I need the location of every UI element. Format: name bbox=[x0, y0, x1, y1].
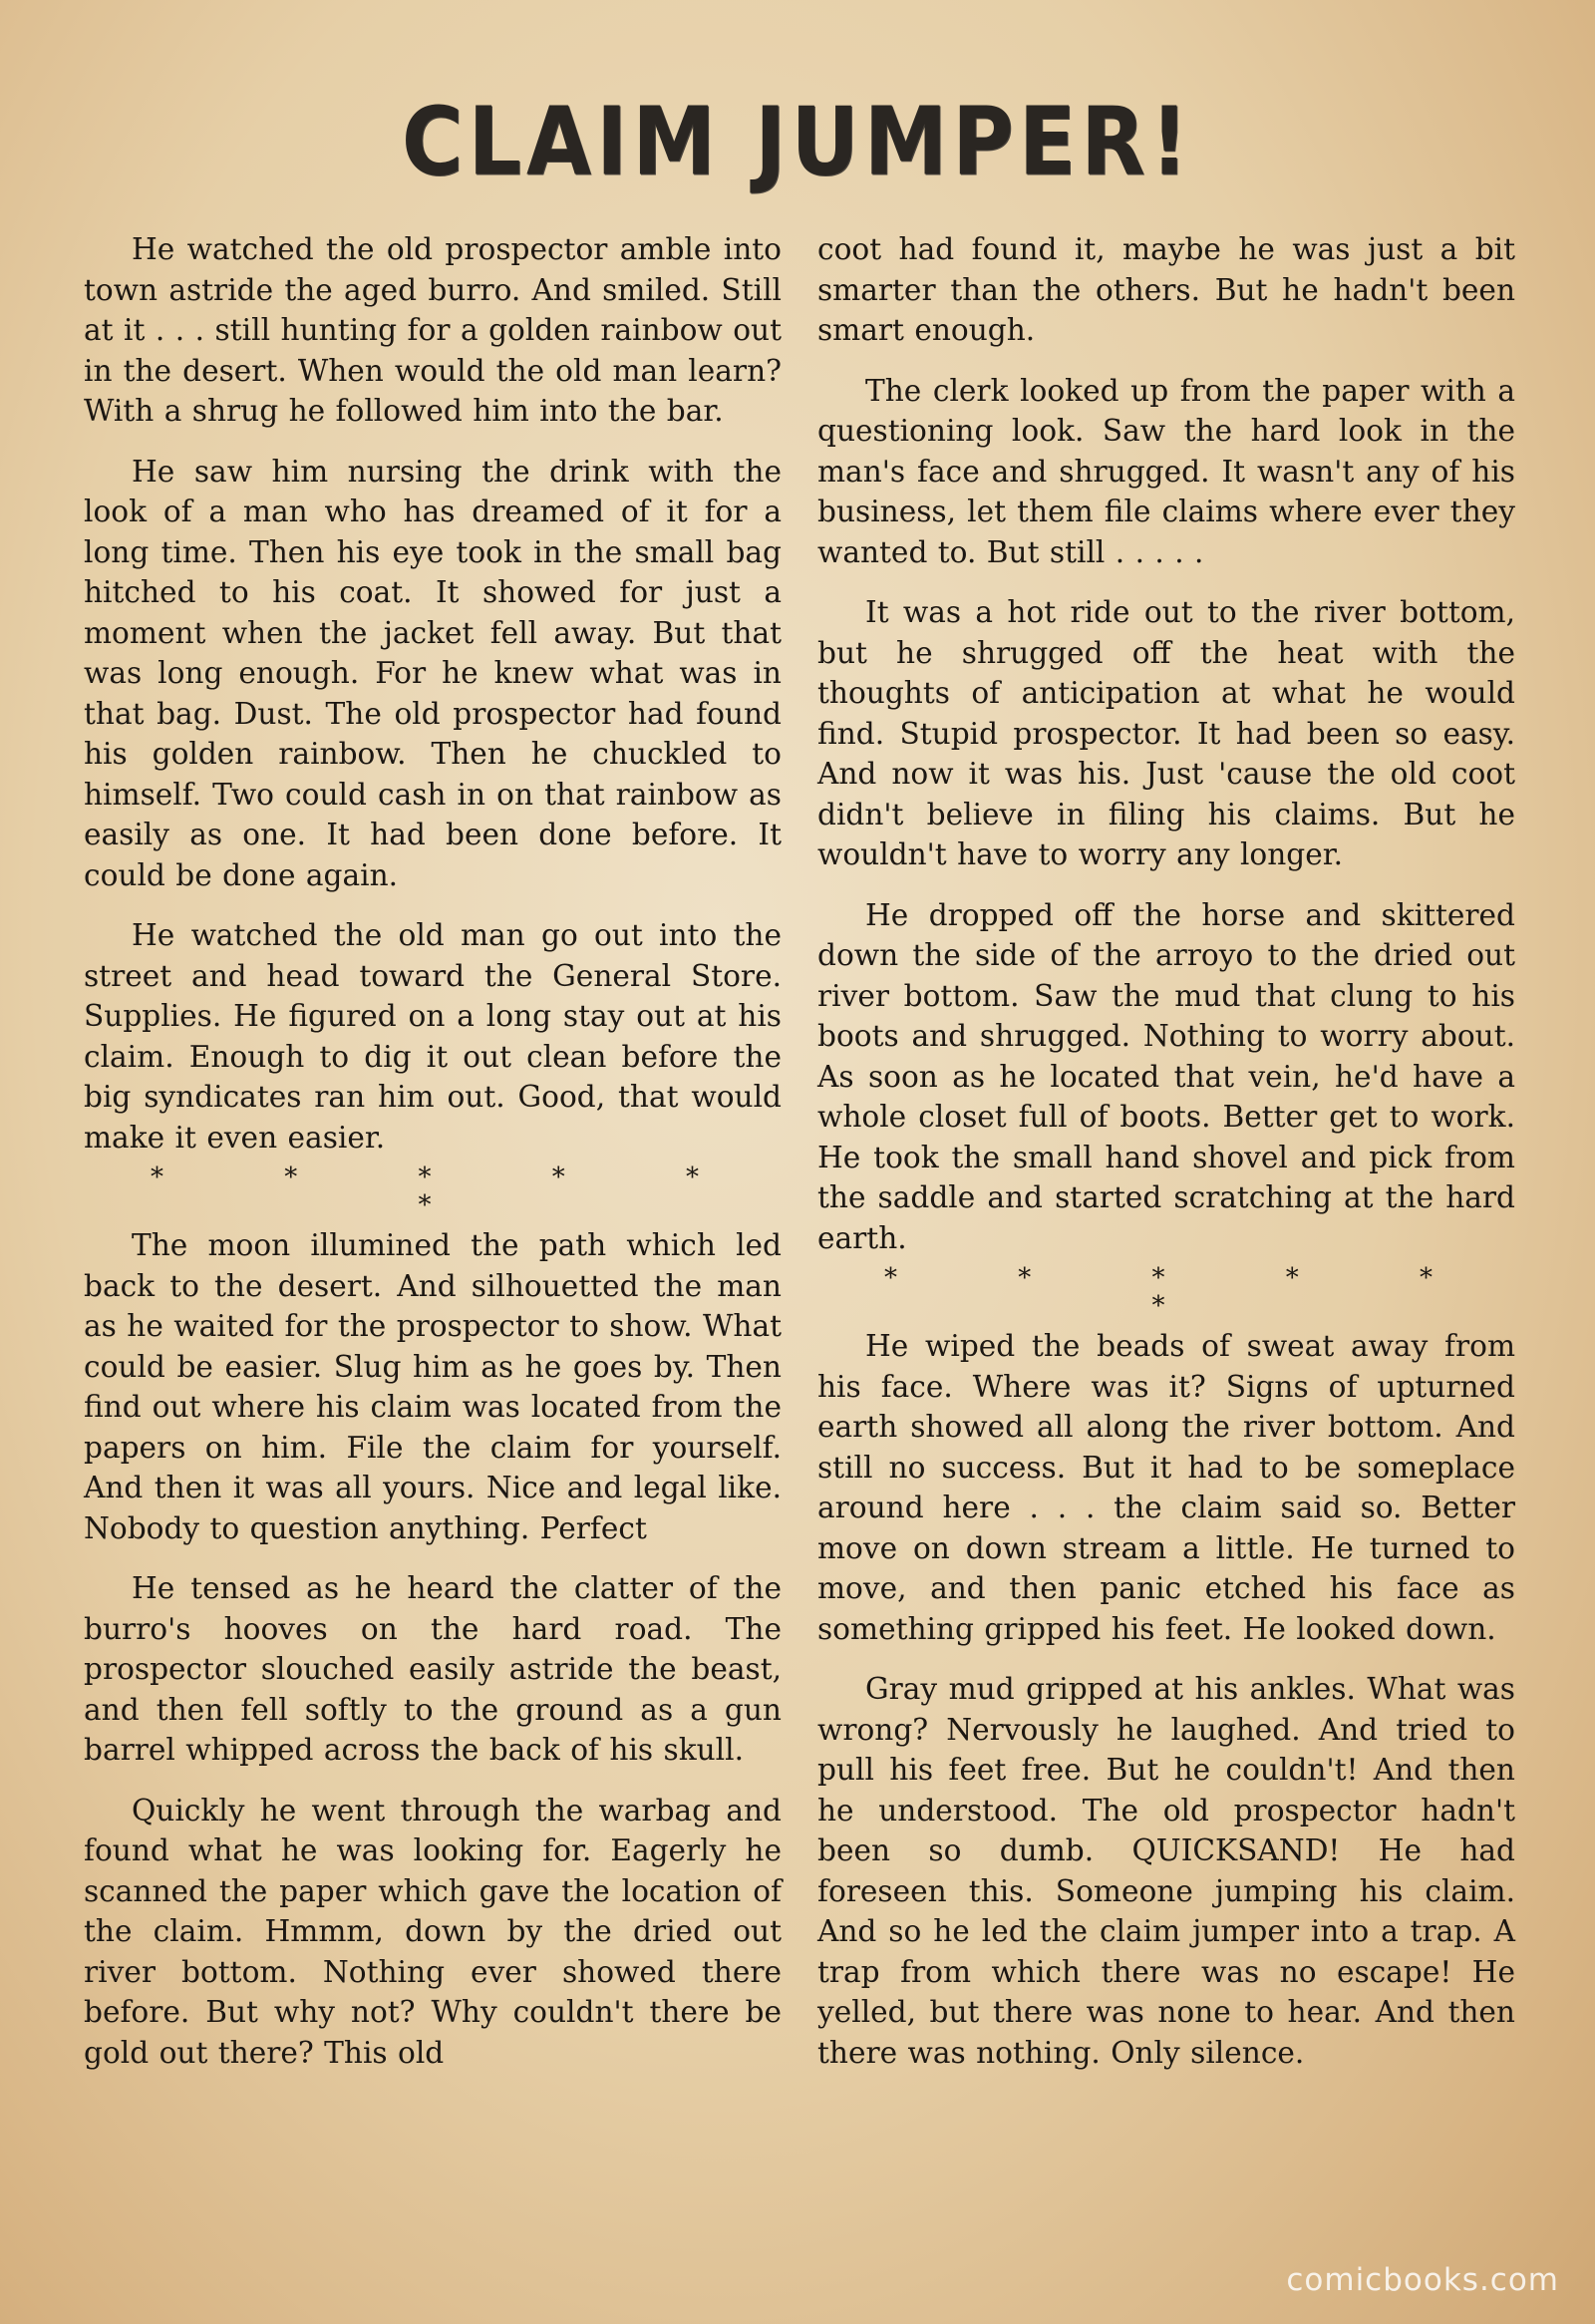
left-column bbox=[84, 229, 782, 2093]
paragraph: Quickly he went through the warbag and found what he was looking for. Eagerly he scanned the paper which gave the location of the claim. Hmmm, down by the dried out river bottom. Nothing ever showed there before. But why not? Why couldn't there be gold out there? This old bbox=[84, 1793, 782, 2070]
watermark: comicbooks.com bbox=[1286, 2262, 1559, 2298]
paragraph: It was a hot ride out to the river bottom, but he shrugged off the heat with the thoughts of anticipation at what he would find. Stupid prospector. It had been so easy. And now it was his. Just 'cause the old coot didn't believe in filing his claims. But he wouldn't have to worry any longer. bbox=[817, 595, 1515, 871]
paragraph: The moon illumined the path which led back to the desert. And silhouetted the man as he waited for the prospector to show. What could be easier. Slug him as he goes by. Then find out where his claim was located from the papers on him. File the claim for yourself. And then it was all yours. Nice and legal like. Nobody to question anything. Perfect bbox=[84, 1228, 782, 1545]
paragraph: Gray mud gripped at his ankles. What was wrong? Nervously he laughed. And tried to pull his feet free. But he couldn't! And then he understood. The old prospector hadn't been so dumb. QUICKSAND! He had foreseen this. Someone jumping his claim. And so he led the claim jumper into a trap. A trap from which there was no escape! He yelled, but there was none to hear. And then there was nothing. Only silence. bbox=[817, 1672, 1515, 2070]
paragraph: He wiped the beads of sweat away from his face. Where was it? Signs of upturned earth showed all along the river bottom. And still no success. But it had to be someplace around here . . . the claim said so. Better move on down stream a little. He turned to move, and then panic etched his face as something gripped his feet. He looked down. bbox=[817, 1329, 1515, 1646]
paragraph-continued: coot had found it, maybe he was just a bit smarter than the others. But he hadn't been smart enough. bbox=[817, 232, 1515, 347]
paragraph: The clerk looked up from the paper with a questioning look. Saw the hard look in the man's face and shrugged. It wasn't any of his business, let them file claims where ever they wanted to. But still . . . . . bbox=[817, 373, 1515, 569]
story-title: CLAIM JUMPER! bbox=[401, 87, 1194, 196]
paragraph: He saw him nursing the drink with the look of a man who has dreamed of it for a long time. Then his eye took in the small bag hitched to his coat. It showed for just a moment when the jacket fell away. But that was long enough. For he knew what was in that bag. Dust. The old prospector had found his golden rainbow. Then he chuckled to himself. Two could cash in on that rainbow as easily as one. It had been done before. It could be done again. bbox=[84, 454, 782, 892]
section-break: * * * * * * bbox=[150, 1162, 756, 1220]
paragraph: He tensed as he heard the clatter of the burro's hooves on the hard road. The prospector slouched easily astride the beast, and then fell softly to the ground as a gun barrel whipped across the back of his skull. bbox=[84, 1571, 782, 1767]
right-column bbox=[817, 229, 1515, 2093]
paragraph: He watched the old man go out into the street and head toward the General Store. Supplies. He figured on a long stay out at his claim. Enough to dig it out clean before the big syndicates ran him out. Good, that would make it even easier. bbox=[84, 918, 782, 1155]
paragraph: He watched the old prospector amble into town astride the aged burro. And smiled. Still at it . . . still hunting for a golden rainbow out in the desert. When would the old man learn? With a shrug he followed him into the bar. bbox=[84, 232, 782, 428]
section-break: * * * * * * bbox=[883, 1263, 1489, 1321]
paragraph: He dropped off the horse and skittered down the side of the arroyo to the dried out river bottom. Saw the mud that clung to his boots and shrugged. Nothing to worry about. As soon as he located that vein, he'd have a whole closet full of boots. Better get to work. He took the small hand shovel and pick from the saddle and started scratching at the hard earth. bbox=[817, 897, 1515, 1255]
